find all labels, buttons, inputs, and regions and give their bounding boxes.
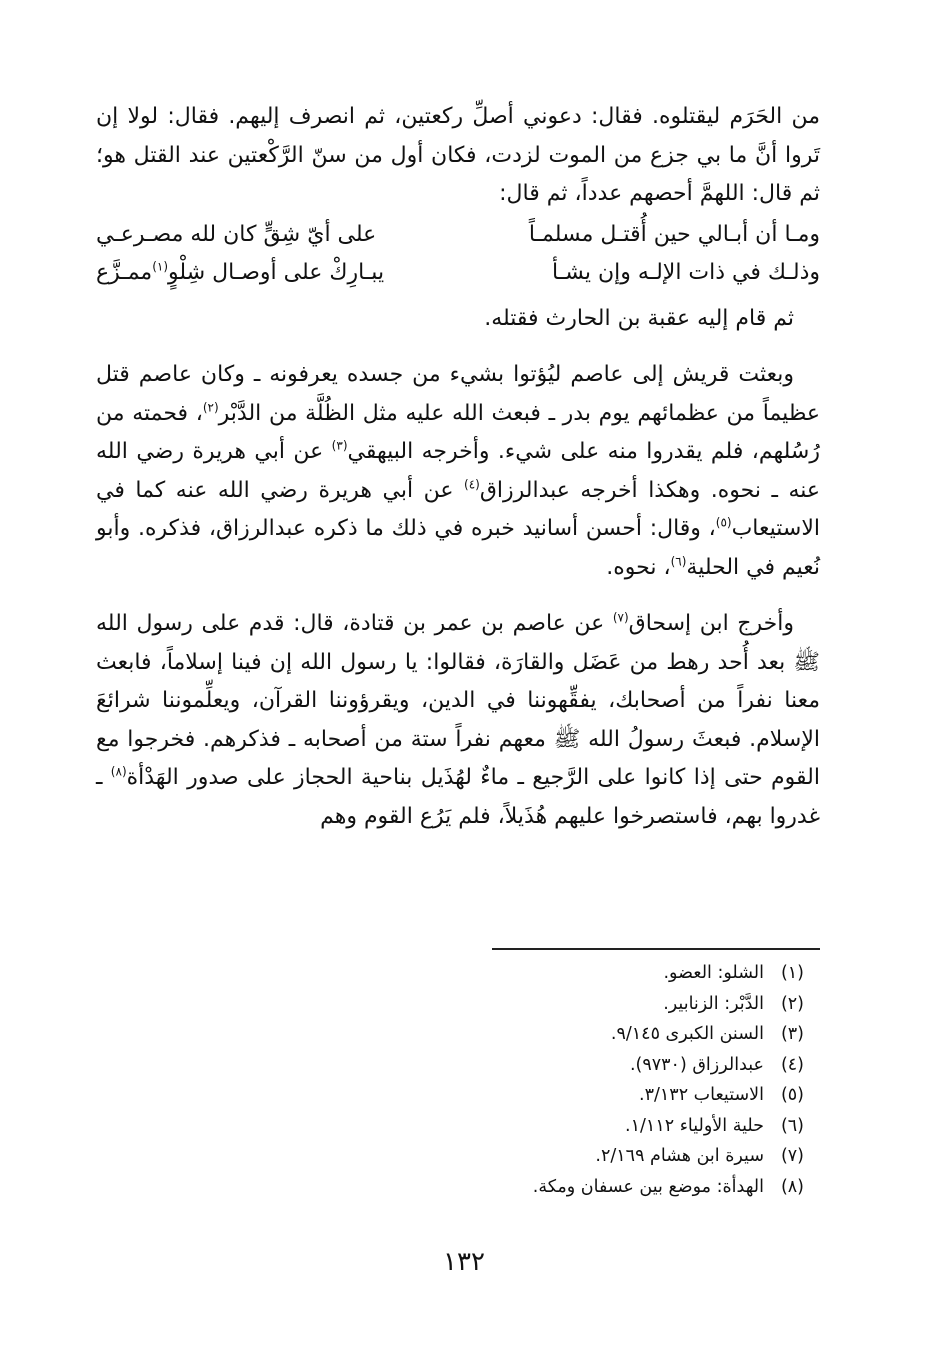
paragraph-3 — [96, 356, 820, 587]
verse-2-second-hemistich — [96, 254, 384, 292]
paragraph-2 — [96, 300, 820, 339]
verse-1-second-hemistich: على أيّ شِقٍّ كان لله مصـرعـي — [96, 221, 377, 247]
verse-2-second-hemistich-b: ممـزَّع — [96, 259, 153, 285]
footnote-5 — [533, 1080, 804, 1111]
paragraph-2-text: ثم قام إليه عقبة بن الحارث فقتله. — [484, 305, 794, 331]
verse-1-first-hemistich: ومـا أن أبـالي حين أُقتـل مسلمـاً — [528, 221, 820, 247]
paragraph-1-text: من الحَرَم ليقتلوه. فقال: دعوني أصلِّ ركعتين، ثم انصرف إليهم. فقال: لولا إن تَروا أنَّ ما بي جزع من الموت لزدت، فكان أول من سنّ الرَّكْعتين عند القتل هو؛ ثم قال: اللهمَّ أحصهم عدداً، ثم قال: — [96, 104, 820, 206]
footnote-number: (٨) — [780, 1176, 804, 1197]
paragraph-4-text-a: وأخرج ابن إسحاق — [628, 611, 794, 636]
footnote-text: حلية الأولياء ١/١١٢. — [625, 1115, 764, 1136]
footnote-2 — [533, 989, 804, 1020]
page-number: ١٣٢ — [443, 1247, 485, 1277]
footnote-8 — [533, 1172, 804, 1203]
footnote-text: السنن الكبرى ٩/١٤٥. — [610, 1024, 764, 1044]
footnote-number: (١) — [780, 963, 804, 983]
footnote-text: الاستيعاب ٣/١٣٢. — [639, 1085, 764, 1105]
footnote-ref-7[interactable]: (٧) — [612, 610, 629, 625]
footnote-separator — [492, 948, 820, 950]
paragraph-1 — [96, 98, 820, 214]
paragraph-4 — [96, 605, 820, 836]
paragraph-3-text-c: عن أبي هريرة رضي الله عنه ـ نحوه. وهكذا أخرجه عبدالرزاق — [96, 439, 821, 503]
footnote-number: (٦) — [780, 1115, 804, 1136]
verse-2-second-hemistich-a: يبـارِكْ على أوصـال شِلْوٍ — [168, 259, 385, 285]
footnotes-list — [533, 958, 804, 1202]
footnote-text: سيرة ابن هشام ٢/١٦٩. — [595, 1146, 764, 1166]
footnote-text: الهدأة: موضع بين عسفان ومكة. — [532, 1176, 764, 1197]
footnote-number: (٤) — [780, 1054, 804, 1075]
paragraph-3-text-d: عن أبي هريرة رضي الله عنه كما في الاستيعاب — [96, 477, 820, 541]
footnote-text: عبدالرزاق (٩٧٣٠). — [629, 1054, 764, 1075]
footnote-ref-2[interactable]: (٢) — [202, 400, 219, 415]
footnote-ref-6[interactable]: (٦) — [670, 554, 687, 569]
footnote-number: (٧) — [780, 1146, 804, 1166]
paragraph-4-text-b: عن عاصم بن عمر بن قتادة، قال: قدم على رسول الله ﷺ بعد أُحد رهط من عَضَل والقارَة، فقالوا: يا رسول الله إن فينا إسلاماً، فابعث معنا نفراً من أصحابك، يفقِّهوننا في الدين، ويقرؤوننا القرآن، ويعلِّموننا شرائعَ الإسلام. فبعثَ رسولُ الله ﷺ معهم نفراً ستة من أصحابه ـ فذكرهم. فخرجوا مع القوم حتى إذا كانوا على الرَّجيع ـ ماءٌ لهُذَيل بناحية الحجاز على صدور الهَدْأة — [96, 611, 820, 790]
verse-2-first-hemistich: وذلـك في ذات الإلـه وإن يشـأ — [552, 259, 820, 285]
footnote-ref-1[interactable]: (١) — [152, 259, 169, 274]
footnote-number: (٣) — [780, 1024, 804, 1044]
poem — [96, 216, 820, 292]
paragraph-3-text-b: ، فحمته من رُسُلهم، فلم يقدروا منه على شيء. وأخرجه البيهقي — [96, 400, 820, 464]
paragraph-3-text-a: وبعثت قريش إلى عاصم ليُؤتوا بشيء من جسده يعرفونه ـ وكان عاصم قتل عظيماً من عظمائهم يوم بدر ـ فبعث الله عليه مثل الظُلَّة من الدَّبْر — [96, 362, 820, 426]
footnote-text: الدَّبْر: الزنابير. — [663, 993, 764, 1014]
footnote-ref-8[interactable]: (٨) — [110, 764, 127, 779]
poem-verse-1 — [96, 216, 820, 254]
footnote-6 — [533, 1111, 804, 1142]
footnote-number: (٢) — [780, 993, 804, 1014]
poem-verse-2 — [96, 254, 820, 292]
footnote-ref-3[interactable]: (٣) — [331, 438, 348, 453]
footnote-3 — [533, 1019, 804, 1050]
footnote-4 — [533, 1050, 804, 1081]
footnote-text: الشلو: العضو. — [663, 963, 764, 983]
footnote-1 — [533, 958, 804, 989]
paragraph-3-text-f: ، نحوه. — [606, 554, 671, 580]
paragraph-4-text-c: ـ غدروا بهم، فاستصرخوا عليهم هُذَيلاً، فلم يَرُع القوم وهم — [96, 765, 820, 829]
footnote-ref-4[interactable]: (٤) — [464, 477, 480, 492]
footnote-ref-5[interactable]: (٥) — [715, 515, 732, 530]
footnote-7 — [533, 1141, 804, 1172]
paragraph-3-text-e: ، وقال: أحسن أسانيد خبره في ذلك ما ذكره عبدالرزاق، فذكره. وأبو نُعيم في الحلية — [96, 516, 820, 580]
footnote-number: (٥) — [780, 1085, 804, 1105]
